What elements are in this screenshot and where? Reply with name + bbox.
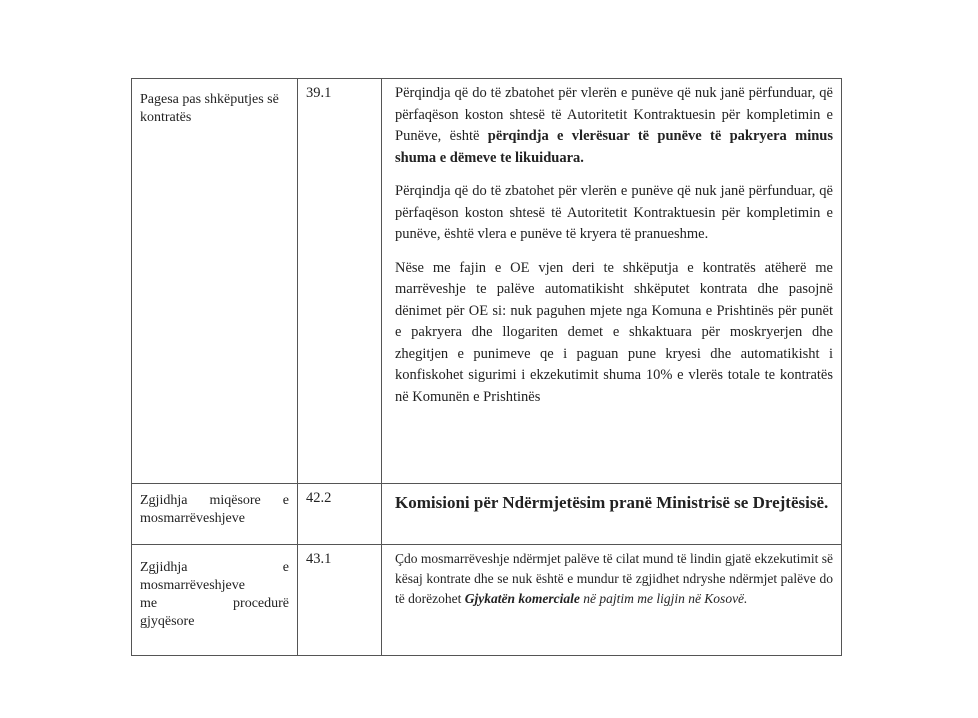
clause-text: Komisioni për Ndërmjetësim pranë Ministrisë se Drejtësisë. xyxy=(395,493,829,512)
paragraph-text: Përqindja që do të zbatohet për vlerën e punëve që nuk janë përfunduar, që përfaqëson koston shtesë të Autoritetit Kontraktuesin për kompletimin e Punëve, është xyxy=(395,85,833,144)
contract-conditions-table xyxy=(131,78,842,656)
label-word: e xyxy=(282,560,289,575)
row-label: Pagesa pas shkëputjes së kontratës xyxy=(140,92,279,125)
label-word: Zgjidhja xyxy=(140,560,188,575)
paragraph-text: Çdo mosmarrëveshje ndërmjet palëve të cilat mund të lindin gjatë ekzekutimit së kësaj kontrate dhe se nuk është e mundur të zgjidhet ndryshe ndërmjet palëve do të dorëzohet xyxy=(395,551,833,606)
italic-text: në pajtim me ligjin në Kosovë. xyxy=(579,591,748,606)
label-line: mosmarrëveshjeve xyxy=(140,578,245,593)
table-row xyxy=(132,545,842,656)
label-word: me xyxy=(140,596,158,611)
label-line xyxy=(140,559,289,577)
label-line: gjyqësore xyxy=(140,614,195,629)
label-line xyxy=(140,595,289,613)
clause-number: 42.2 xyxy=(306,490,332,506)
paragraph xyxy=(395,83,833,169)
row-label: Zgjidhja miqësore e mosmarrëveshjeve xyxy=(140,493,289,526)
row-label xyxy=(132,545,297,631)
bold-text: përqindja e vlerësuar të punëve të pakryera minus shuma e dëmeve te likuiduara. xyxy=(395,128,833,166)
clause-number: 43.1 xyxy=(306,551,332,567)
paragraph: Nëse me fajin e OE vjen deri te shkëputja e kontratës atëherë me marrëveshje te palëve automatikisht shkëputet kontrata dhe pasojnë dënimet për OE si: nuk paguhen mjete nga Komuna e Prishtinës për punët e pakryera dhe llogariten demet e shkaktuara për moskryerjen dhe zhegitjen e punimeve qe i paguan pune kryesi dhe automatikisht i konfiskohet sigurimi i ekzekutimit shuma 10% e vlerës totale te kontratës në Komunën e Prishtinës xyxy=(395,259,833,405)
clause-text xyxy=(382,545,841,615)
table-row xyxy=(132,79,842,484)
table-row xyxy=(132,484,842,545)
bold-italic-text: Gjykatën komerciale xyxy=(464,591,580,606)
label-word: procedurë xyxy=(233,596,289,611)
clause-text xyxy=(382,79,841,414)
clause-number: 39.1 xyxy=(306,85,332,101)
paragraph: Përqindja që do të zbatohet për vlerën e punëve që nuk janë përfunduar, që përfaqëson koston shtesë të Autoritetit Kontraktuesin për kompletimin e punëve, është vlera e punëve të kryera të pranueshme. xyxy=(395,183,833,242)
